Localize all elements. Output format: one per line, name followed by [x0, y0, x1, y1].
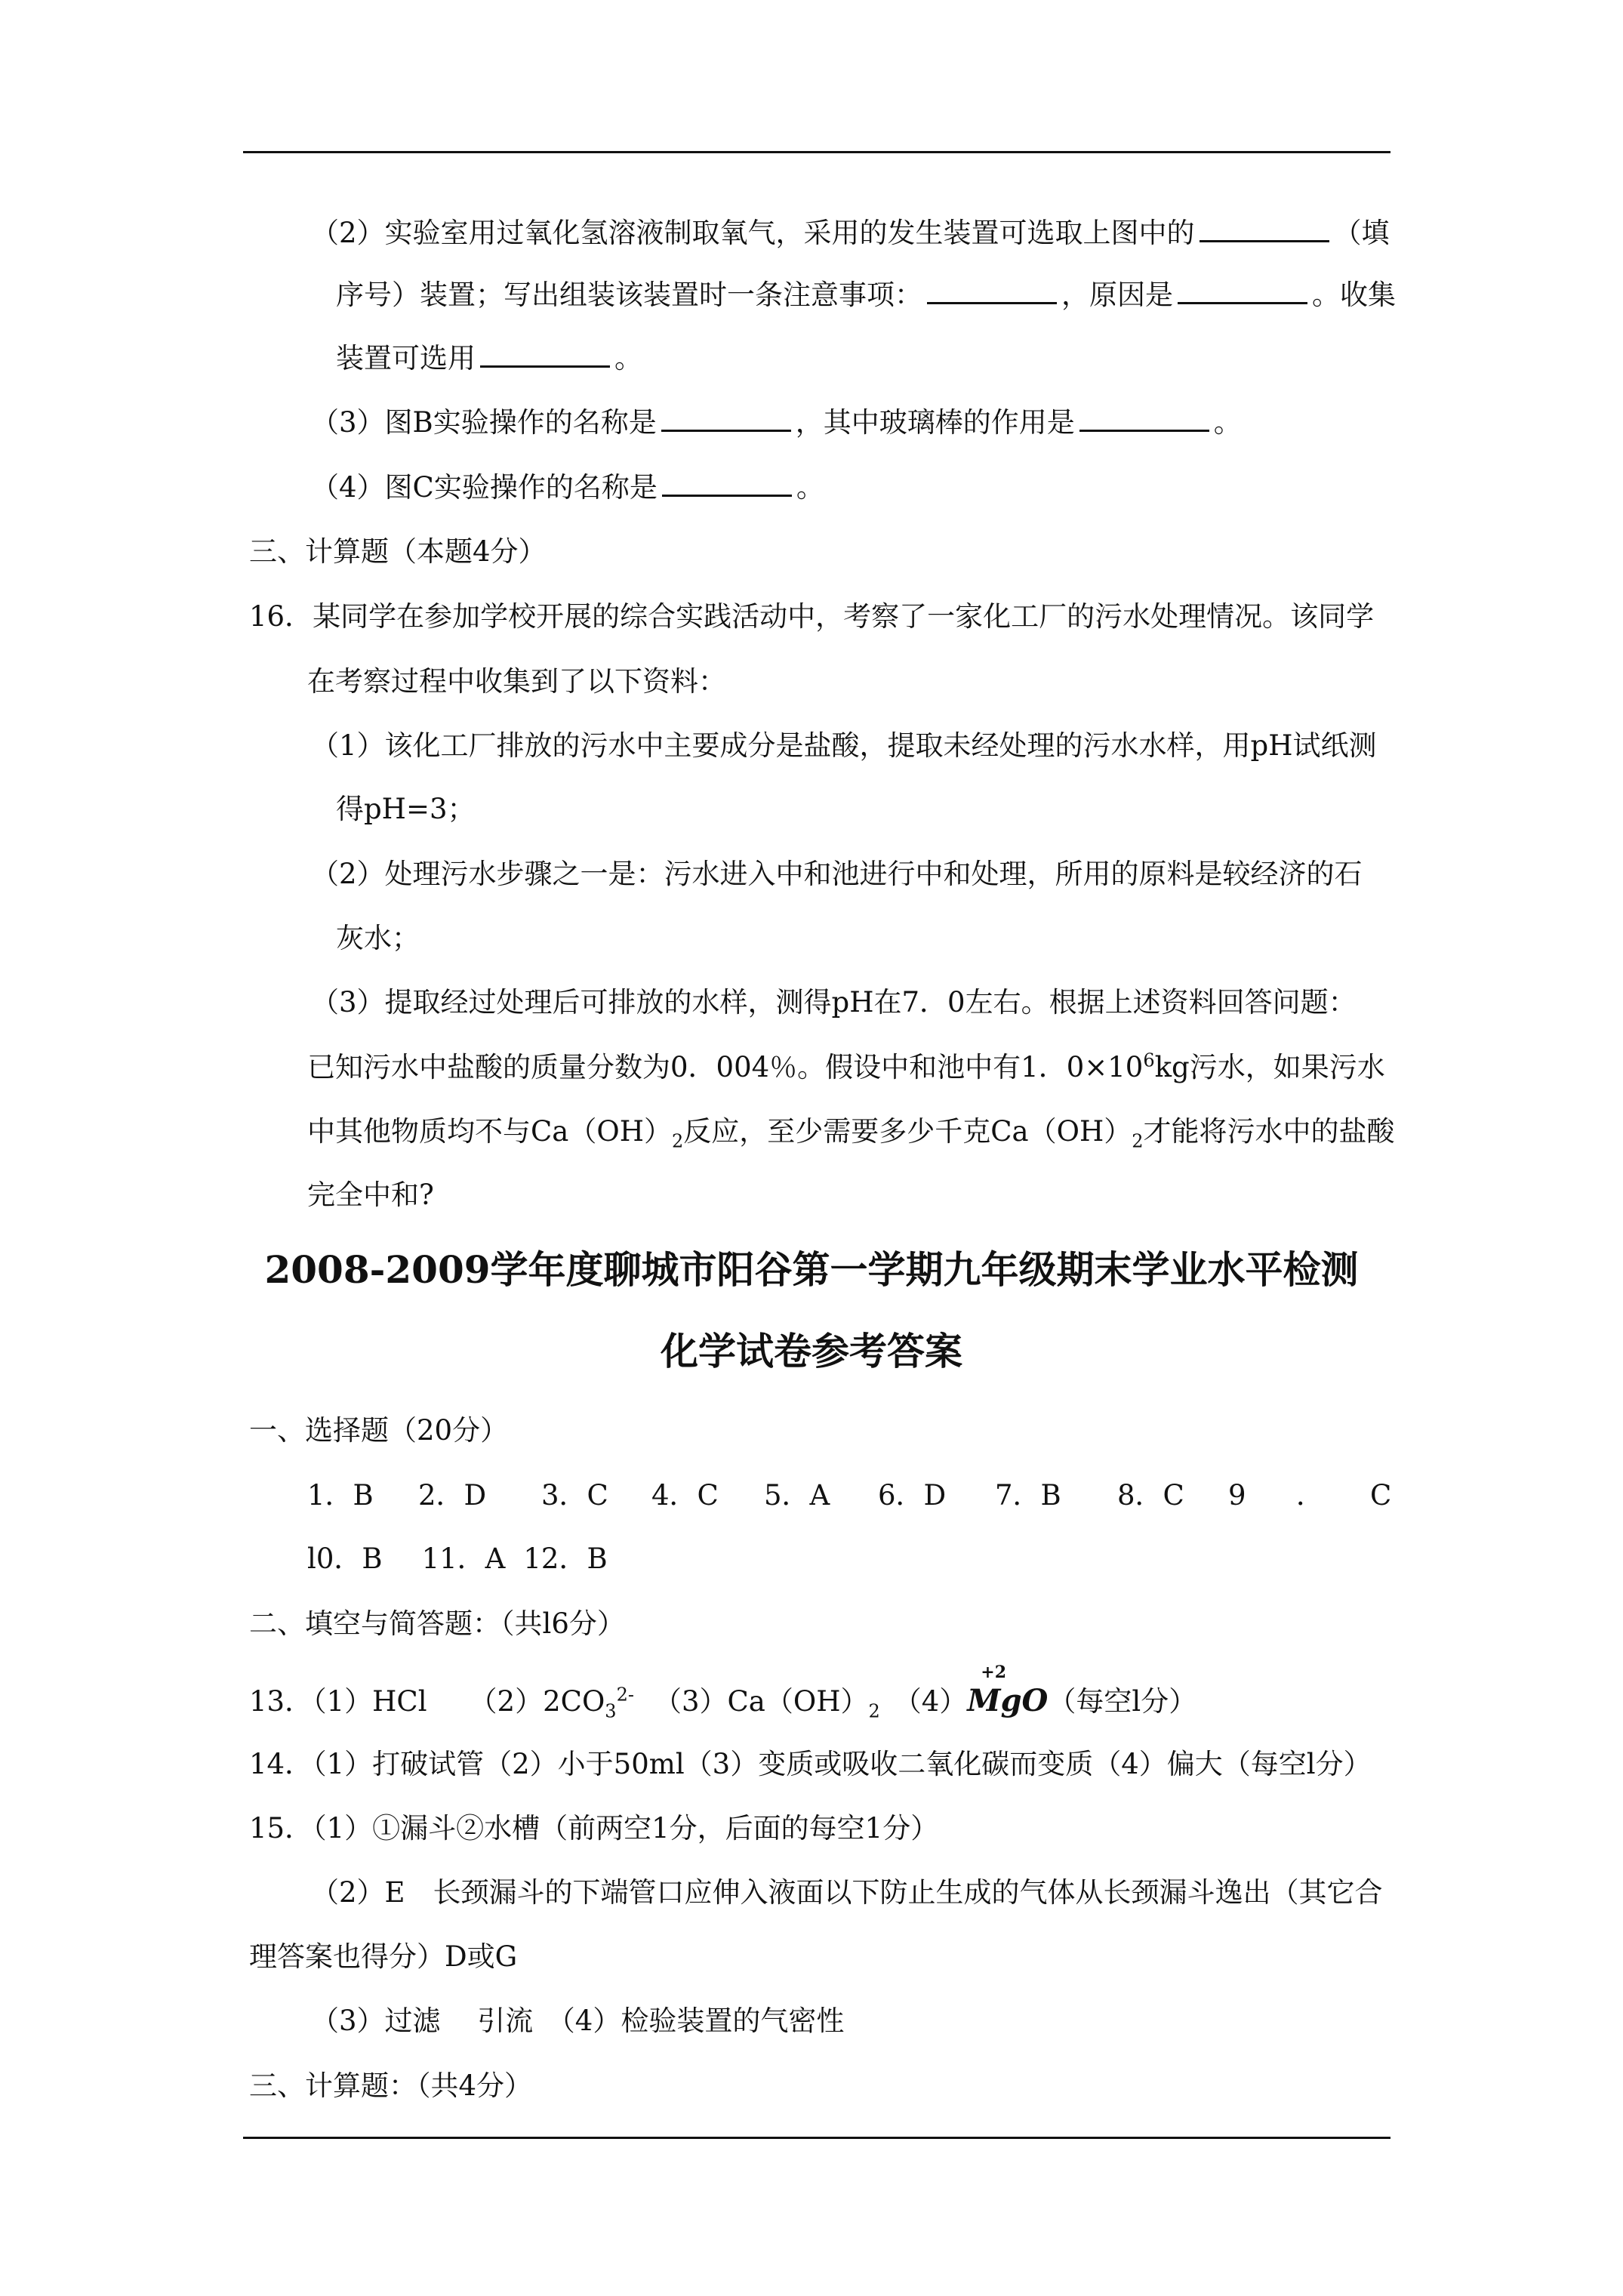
q15-p2-text-b: （填 [1333, 217, 1390, 249]
q15-p3-text-b: ，其中玻璃棒的作用是 [795, 406, 1075, 439]
subscript: 2 [671, 1130, 684, 1152]
ans2-q15-line1: 15．（1）①漏斗②水槽（前两空1分，后面的每空1分） [249, 1812, 939, 1845]
answer-key-title: 2008-2009学年度聊城市阳谷第一学期九年级期末学业水平检测 [264, 1247, 1359, 1292]
q13-part5: （每空l分） [1048, 1685, 1197, 1718]
q16-line9 [307, 1113, 1395, 1151]
answer-item: l0．B [307, 1542, 383, 1575]
answer-item: C [1370, 1479, 1392, 1512]
answer-blank[interactable] [480, 340, 610, 368]
answer-blank[interactable] [927, 276, 1057, 304]
answer-blank[interactable] [661, 404, 791, 432]
oxidation-state: +2 [981, 1663, 1007, 1682]
exponent: 6 [1143, 1049, 1155, 1071]
subscript: 3 [605, 1700, 617, 1722]
q15-p3-text-a: （3）图B实验操作的名称是 [311, 406, 657, 439]
q16-l9-text-b: 反应，至少需要多少千克Ca（OH） [683, 1115, 1132, 1148]
answer-item: ． [1296, 1479, 1324, 1512]
q16-line10: 完全中和? [307, 1179, 434, 1211]
q15-part2-line3 [336, 340, 642, 378]
q15-p2-text-c: 序号）装置；写出组装该装置时一条注意事项： [336, 279, 922, 311]
q15-part4-line [311, 469, 824, 507]
q16-line4: 得pH=3； [336, 793, 476, 825]
bottom-rule [243, 2137, 1390, 2139]
mgo-text: MgO [967, 1683, 1049, 1718]
answer-item: 2．D [418, 1479, 487, 1512]
q15-p3-text-c: 。 [1213, 406, 1242, 439]
q16-l9-text-a: 中其他物质均不与Ca（OH） [307, 1115, 672, 1148]
q16-line5: （2）处理污水步骤之一是：污水进入中和池进行中和处理，所用的原料是较经济的石 [311, 858, 1363, 890]
answer-blank[interactable] [1178, 276, 1307, 304]
answer-item: 12．B [523, 1542, 608, 1575]
q15-p4-text-a: （4）图C实验操作的名称是 [311, 471, 658, 504]
ans2-heading: 二、填空与简答题：（共l6分） [249, 1607, 625, 1640]
q15-p2-text-f: 装置可选用 [336, 342, 476, 374]
section3-heading: 三、计算题（本题4分） [249, 535, 547, 568]
ans1-row2 [307, 1540, 608, 1578]
top-rule [243, 151, 1390, 153]
subscript: 2 [1132, 1130, 1144, 1152]
answer-item: 6．D [878, 1479, 947, 1512]
q16-line1: 16．某同学在参加学校开展的综合实践活动中，考察了一家化工厂的污水处理情况。该同学 [249, 600, 1375, 633]
q16-line6: 灰水； [336, 922, 420, 954]
q13-part4: （4） [893, 1685, 968, 1718]
answer-item: 9 [1228, 1479, 1246, 1512]
q16-line7: （3）提取经过处理后可排放的水样，测得pH在7．0左右。根据上述资料回答问题： [311, 986, 1357, 1019]
ans2-q14: 14．（1）打破试管（2）小于50ml（3）变质或吸收二氧化碳而变质（4）偏大（每空l分） [249, 1748, 1372, 1780]
ans2-q13 [249, 1663, 1197, 1722]
q13-part2: （2）2CO [469, 1685, 605, 1718]
answer-item: 3．C [541, 1479, 608, 1512]
answer-blank[interactable] [1079, 404, 1209, 432]
q16-line8 [307, 1049, 1385, 1086]
q15-p2-text-g: 。 [614, 342, 642, 374]
q15-part2-line1 [311, 214, 1390, 252]
mgo-formula [967, 1663, 1049, 1720]
q15-p4-text-b: 。 [796, 471, 824, 504]
answer-item: 11．A [421, 1542, 506, 1575]
q15-part2-line2 [336, 276, 1396, 314]
q15-p2-text-e: 。收集 [1312, 279, 1396, 311]
q15-part3-line [311, 404, 1242, 442]
ans3-heading: 三、计算题：（共4分） [249, 2069, 533, 2102]
q16-l9-text-c: 才能将污水中的盐酸 [1143, 1115, 1395, 1148]
q13-part1: 13．（1）HCl [249, 1685, 427, 1718]
answer-item: 5．A [764, 1479, 830, 1512]
q16-l8-text-a: 已知污水中盐酸的质量分数为0．004％。假设中和池中有1．0×10 [307, 1051, 1144, 1083]
ans2-q15-line3: 理答案也得分）D或G [249, 1940, 518, 1973]
q16-line2: 在考察过程中收集到了以下资料： [307, 665, 726, 698]
answer-blank[interactable] [1200, 214, 1329, 242]
q15-p2-text-d: ，原因是 [1061, 279, 1173, 311]
answer-item: 8．C [1117, 1479, 1184, 1512]
ans2-q15-line2: （2）E 长颈漏斗的下端管口应伸入液面以下防止生成的气体从长颈漏斗逸出（其它合 [311, 1876, 1383, 1909]
ans1-heading: 一、选择题（20分） [249, 1414, 509, 1447]
answer-item: 7．B [995, 1479, 1061, 1512]
q16-l8-text-b: kg污水，如果污水 [1154, 1051, 1385, 1083]
answer-item: 4．C [651, 1479, 719, 1512]
q16-line3: （1）该化工厂排放的污水中主要成分是盐酸，提取未经处理的污水水样，用pH试纸测 [311, 729, 1377, 762]
q15-p2-text-a: （2）实验室用过氧化氢溶液制取氧气，采用的发生装置可选取上图中的 [311, 217, 1195, 249]
answer-blank[interactable] [662, 469, 792, 497]
subscript: 2 [868, 1700, 880, 1722]
q13-part3: （3）Ca（OH） [653, 1685, 869, 1718]
answer-item: 1．B [307, 1479, 374, 1512]
superscript: 2- [616, 1684, 634, 1706]
answer-key-subtitle: 化学试卷参考答案 [661, 1329, 962, 1373]
ans2-q15-line4: （3）过滤 引流 （4）检验装置的气密性 [311, 2005, 845, 2037]
